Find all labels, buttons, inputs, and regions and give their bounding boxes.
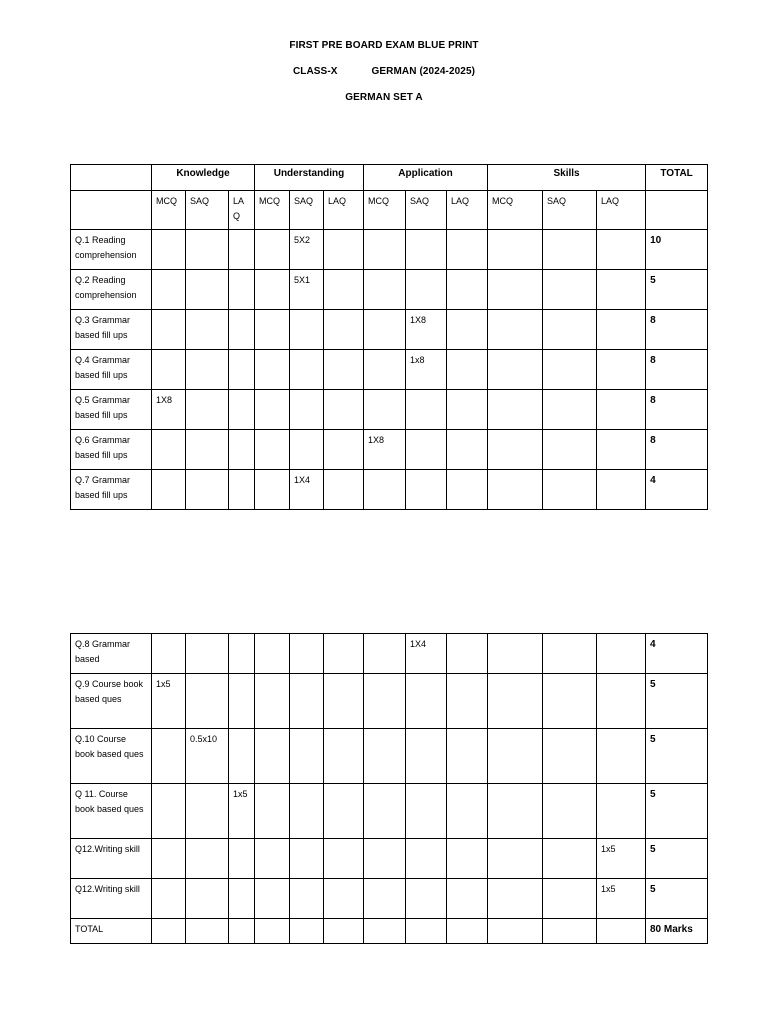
mark-cell	[364, 839, 406, 879]
row-total: 80 Marks	[646, 919, 708, 944]
mark-cell	[597, 350, 646, 390]
class-label: CLASS-X	[292, 66, 338, 77]
mark-cell	[229, 674, 255, 729]
mark-cell	[543, 470, 597, 510]
mark-cell	[447, 839, 488, 879]
mark-cell	[597, 919, 646, 944]
question-label: Q.4 Grammar based fill ups	[71, 350, 152, 390]
mark-cell	[364, 350, 406, 390]
mark-cell: 1X8	[406, 310, 447, 350]
mark-cell	[447, 634, 488, 674]
mark-cell	[229, 430, 255, 470]
question-label: Q 11. Course book based ques	[71, 784, 152, 839]
mark-cell	[290, 430, 324, 470]
mark-cell	[597, 390, 646, 430]
blueprint-table-2	[70, 633, 708, 944]
mark-cell	[290, 310, 324, 350]
mark-cell	[152, 784, 186, 839]
mark-cell	[186, 430, 229, 470]
mark-cell	[543, 270, 597, 310]
subheader-row	[71, 191, 708, 230]
mark-cell	[255, 879, 290, 919]
table-row	[71, 634, 708, 674]
mark-cell	[447, 729, 488, 784]
mark-cell	[229, 729, 255, 784]
mark-cell	[597, 674, 646, 729]
mark-cell	[324, 919, 364, 944]
mark-cell	[406, 839, 447, 879]
mark-cell	[406, 390, 447, 430]
mark-cell	[324, 879, 364, 919]
mark-cell	[488, 230, 543, 270]
mark-cell	[406, 470, 447, 510]
row-total: 8	[646, 350, 708, 390]
mark-cell	[324, 634, 364, 674]
mark-cell	[597, 230, 646, 270]
mark-cell	[364, 919, 406, 944]
mark-cell	[488, 784, 543, 839]
column-subheader: SAQ	[290, 191, 324, 230]
question-label: Q.3 Grammar based fill ups	[71, 310, 152, 350]
subject-label: GERMAN (2024-2025)	[371, 66, 476, 77]
row-total: 5	[646, 674, 708, 729]
mark-cell	[255, 674, 290, 729]
column-subheader: SAQ	[543, 191, 597, 230]
group-header: Application	[364, 165, 488, 191]
mark-cell	[488, 430, 543, 470]
mark-cell: 5X2	[290, 230, 324, 270]
column-subheader: LA Q	[229, 191, 255, 230]
mark-cell	[488, 839, 543, 879]
mark-cell	[488, 470, 543, 510]
mark-cell	[597, 310, 646, 350]
mark-cell	[229, 390, 255, 430]
mark-cell	[543, 839, 597, 879]
mark-cell	[229, 270, 255, 310]
mark-cell	[364, 879, 406, 919]
mark-cell: 1x5	[597, 879, 646, 919]
mark-cell	[543, 310, 597, 350]
question-label: Q.5 Grammar based fill ups	[71, 390, 152, 430]
mark-cell	[186, 879, 229, 919]
table-row	[71, 674, 708, 729]
question-label: Q.10 Course book based ques	[71, 729, 152, 784]
mark-cell: 1x8	[406, 350, 447, 390]
mark-cell	[597, 270, 646, 310]
group-header: Skills	[488, 165, 646, 191]
mark-cell	[255, 784, 290, 839]
table-row	[71, 839, 708, 879]
mark-cell	[229, 230, 255, 270]
row-total: 8	[646, 430, 708, 470]
mark-cell	[229, 470, 255, 510]
mark-cell	[152, 729, 186, 784]
mark-cell: 0.5x10	[186, 729, 229, 784]
mark-cell	[543, 784, 597, 839]
mark-cell	[324, 390, 364, 430]
table-row	[71, 310, 708, 350]
mark-cell	[290, 634, 324, 674]
mark-cell	[364, 310, 406, 350]
mark-cell	[406, 919, 447, 944]
question-label: Q12.Writing skill	[71, 839, 152, 879]
column-subheader: LAQ	[597, 191, 646, 230]
mark-cell	[255, 350, 290, 390]
mark-cell	[290, 784, 324, 839]
mark-cell	[255, 919, 290, 944]
mark-cell	[255, 390, 290, 430]
group-header: Understanding	[255, 165, 364, 191]
mark-cell	[324, 674, 364, 729]
mark-cell	[447, 390, 488, 430]
mark-cell	[186, 390, 229, 430]
question-label: Q.7 Grammar based fill ups	[71, 470, 152, 510]
mark-cell	[447, 230, 488, 270]
mark-cell	[255, 230, 290, 270]
mark-cell	[152, 470, 186, 510]
mark-cell: 1X4	[290, 470, 324, 510]
mark-cell	[364, 470, 406, 510]
mark-cell	[488, 634, 543, 674]
mark-cell	[447, 310, 488, 350]
column-subheader: SAQ	[186, 191, 229, 230]
mark-cell	[186, 784, 229, 839]
mark-cell	[290, 839, 324, 879]
mark-cell	[324, 784, 364, 839]
mark-cell	[447, 470, 488, 510]
mark-cell	[488, 919, 543, 944]
mark-cell	[255, 310, 290, 350]
mark-cell	[152, 230, 186, 270]
column-subheader: LAQ	[447, 191, 488, 230]
mark-cell	[447, 879, 488, 919]
table-row	[71, 230, 708, 270]
mark-cell	[152, 270, 186, 310]
row-total: 10	[646, 230, 708, 270]
mark-cell	[229, 350, 255, 390]
mark-cell	[597, 430, 646, 470]
mark-cell	[324, 230, 364, 270]
mark-cell	[255, 430, 290, 470]
mark-cell	[324, 270, 364, 310]
mark-cell	[152, 839, 186, 879]
row-total: 4	[646, 634, 708, 674]
mark-cell	[186, 674, 229, 729]
mark-cell	[186, 634, 229, 674]
mark-cell	[447, 784, 488, 839]
column-subheader: LAQ	[324, 191, 364, 230]
mark-cell	[324, 729, 364, 784]
question-label: TOTAL	[71, 919, 152, 944]
mark-cell	[186, 919, 229, 944]
question-label: Q.9 Course book based ques	[71, 674, 152, 729]
row-total: 5	[646, 729, 708, 784]
mark-cell	[186, 350, 229, 390]
row-total: 5	[646, 270, 708, 310]
mark-cell	[488, 270, 543, 310]
mark-cell	[543, 919, 597, 944]
set-label: GERMAN SET A	[345, 92, 423, 103]
question-label: Q.2 Reading comprehension	[71, 270, 152, 310]
mark-cell	[186, 270, 229, 310]
mark-cell	[597, 634, 646, 674]
mark-cell	[543, 879, 597, 919]
mark-cell	[290, 674, 324, 729]
mark-cell	[364, 784, 406, 839]
mark-cell	[406, 674, 447, 729]
mark-cell	[255, 270, 290, 310]
mark-cell	[447, 674, 488, 729]
mark-cell	[152, 879, 186, 919]
mark-cell	[543, 350, 597, 390]
mark-cell	[255, 729, 290, 784]
mark-cell	[229, 839, 255, 879]
table-row	[71, 270, 708, 310]
question-label: Q.1 Reading comprehension	[71, 230, 152, 270]
mark-cell	[255, 634, 290, 674]
mark-cell	[290, 390, 324, 430]
mark-cell: 5X1	[290, 270, 324, 310]
mark-cell	[597, 470, 646, 510]
mark-cell: 1x5	[597, 839, 646, 879]
mark-cell	[152, 310, 186, 350]
row-total: 4	[646, 470, 708, 510]
column-subheader: MCQ	[488, 191, 543, 230]
mark-cell	[229, 310, 255, 350]
mark-cell	[152, 634, 186, 674]
mark-cell	[364, 390, 406, 430]
table-row	[71, 879, 708, 919]
group-header-row	[71, 165, 708, 191]
mark-cell	[152, 430, 186, 470]
mark-cell: 1X4	[406, 634, 447, 674]
mark-cell	[488, 350, 543, 390]
table-row	[71, 470, 708, 510]
mark-cell	[543, 729, 597, 784]
row-total: 5	[646, 879, 708, 919]
mark-cell	[324, 310, 364, 350]
mark-cell	[186, 310, 229, 350]
column-subheader: MCQ	[152, 191, 186, 230]
mark-cell	[488, 390, 543, 430]
mark-cell	[229, 879, 255, 919]
mark-cell	[543, 390, 597, 430]
mark-cell: 1x5	[152, 674, 186, 729]
mark-cell	[543, 674, 597, 729]
mark-cell	[364, 270, 406, 310]
row-total: 8	[646, 390, 708, 430]
mark-cell	[324, 839, 364, 879]
mark-cell: 1X8	[364, 430, 406, 470]
table-row	[71, 390, 708, 430]
mark-cell	[364, 230, 406, 270]
table-row	[71, 784, 708, 839]
mark-cell	[364, 729, 406, 784]
mark-cell	[255, 470, 290, 510]
mark-cell	[324, 430, 364, 470]
group-header: Knowledge	[152, 165, 255, 191]
row-total: 8	[646, 310, 708, 350]
mark-cell	[406, 230, 447, 270]
total-subheader-cell	[646, 191, 708, 230]
mark-cell	[290, 729, 324, 784]
mark-cell	[364, 674, 406, 729]
mark-cell	[488, 879, 543, 919]
mark-cell	[186, 839, 229, 879]
mark-cell	[290, 879, 324, 919]
mark-cell	[152, 919, 186, 944]
page-title: FIRST PRE BOARD EXAM BLUE PRINT	[289, 40, 479, 51]
mark-cell	[543, 230, 597, 270]
mark-cell	[447, 350, 488, 390]
mark-cell	[488, 729, 543, 784]
mark-cell	[406, 879, 447, 919]
mark-cell: 1x5	[229, 784, 255, 839]
mark-cell	[324, 350, 364, 390]
table-row	[71, 919, 708, 944]
mark-cell	[255, 839, 290, 879]
column-subheader: MCQ	[255, 191, 290, 230]
mark-cell	[597, 784, 646, 839]
mark-cell	[186, 230, 229, 270]
row-total: 5	[646, 839, 708, 879]
table-row	[71, 350, 708, 390]
total-header: TOTAL	[646, 165, 708, 191]
blueprint-table-1	[70, 164, 708, 510]
mark-cell: 1X8	[152, 390, 186, 430]
row-total: 5	[646, 784, 708, 839]
mark-cell	[406, 784, 447, 839]
mark-cell	[447, 430, 488, 470]
column-subheader: SAQ	[406, 191, 447, 230]
mark-cell	[186, 470, 229, 510]
mark-cell	[364, 634, 406, 674]
mark-cell	[229, 919, 255, 944]
mark-cell	[324, 470, 364, 510]
mark-cell	[447, 270, 488, 310]
question-label: Q.6 Grammar based fill ups	[71, 430, 152, 470]
mark-cell	[290, 350, 324, 390]
mark-cell	[597, 729, 646, 784]
mark-cell	[488, 674, 543, 729]
mark-cell	[543, 430, 597, 470]
mark-cell	[406, 270, 447, 310]
corner-cell	[71, 165, 152, 191]
column-subheader: MCQ	[364, 191, 406, 230]
mark-cell	[152, 350, 186, 390]
mark-cell	[229, 634, 255, 674]
mark-cell	[290, 919, 324, 944]
mark-cell	[488, 310, 543, 350]
question-label: Q12.Writing skill	[71, 879, 152, 919]
mark-cell	[447, 919, 488, 944]
corner-cell	[71, 191, 152, 230]
mark-cell	[543, 634, 597, 674]
question-label: Q.8 Grammar based	[71, 634, 152, 674]
table-row	[71, 729, 708, 784]
mark-cell	[406, 430, 447, 470]
table-row	[71, 430, 708, 470]
mark-cell	[406, 729, 447, 784]
class-subject-line	[0, 66, 768, 77]
